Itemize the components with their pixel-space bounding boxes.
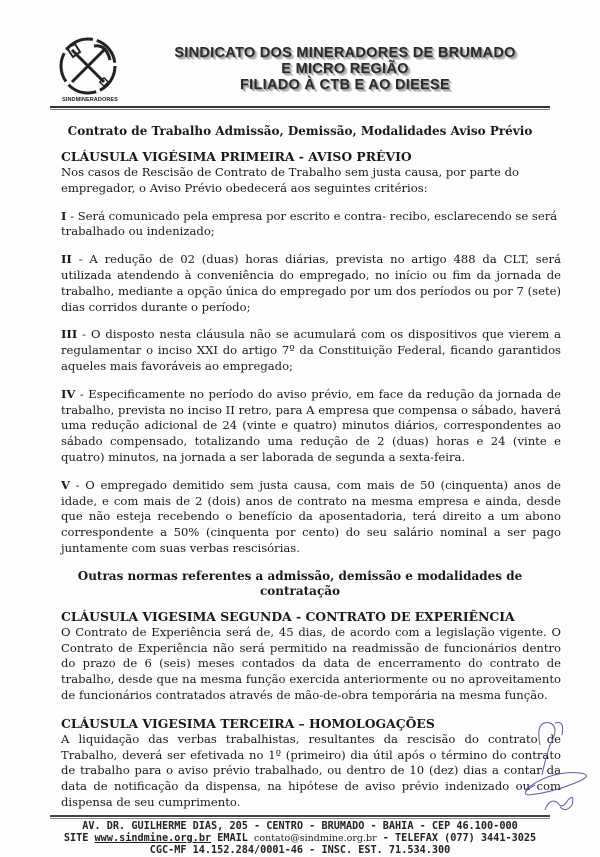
header-title-line1: SINDICATO DOS MINERADORES DE BRUMADO <box>174 45 516 61</box>
item-text: O disposto nesta cláusula não se acumulará com os dispositivos que vierem a regulamentar o inciso XXI do artigo 7º da Constituição Federal, ficando garantidos aqueles mais favoráveis ao empregado; <box>61 327 562 373</box>
union-logo-icon <box>58 36 118 96</box>
footer-registry: CGC-MF 14.152.284/0001-46 - INSC. EST. 71.534.300 <box>149 844 451 856</box>
clause21-item-5: V - O empregado demitido sem justa causa, com mais de 50 (cinquenta) anos de idade, e com mais de 2 (dois) anos de contrato na mesma empresa e ainda, desde que não esteja recebendo o benefício da aposentadoria, terá direito a um abono correspondente a 50% (cinquenta por cento) do seu salário nominal a ser pago juntamente com suas verbas rescisórias. <box>61 477 561 555</box>
footer-divider <box>50 815 550 817</box>
document-body <box>0 112 600 811</box>
logo-caption: SINDMINERADORES <box>62 97 118 103</box>
clause22-text: O Contrato de Experiência será de, 45 dias, de acordo com a legislação vigente. O Contrato de Experiência não será permitido na readmissão de funcionários dentro do prazo de 6 (seis) meses contados da data de encerramento do contrato de trabalho, desde que na mesma função exercida anteriormente ou no aproveitamento de funcionários contratados através de mão-de-obra temporária na mesma função. <box>61 624 561 702</box>
item-number: V <box>61 477 70 492</box>
footer-address: AV. DR. GUILHERME DIAS, 205 - CENTRO - BRUMADO - BAHIA - CEP 46.100-000 <box>82 820 518 832</box>
item-number: III <box>61 327 78 342</box>
item-number: I <box>61 208 67 223</box>
header-title-line2: E MICRO REGIÃO <box>281 61 409 77</box>
header-title-line3: FILIADO À CTB E AO DIEESE <box>240 77 450 93</box>
email-label: EMAIL <box>217 832 248 844</box>
signature-icon <box>520 715 600 815</box>
clause23-text: A liquidação das verbas trabalhistas, resultantes da rescisão do contrato de Trabalho, deverá ser efetivada no 1º (primeiro) dia útil após o término do contrato de trabalho para o aviso prévio trabalhado, ou dentro de 10 (dez) dias a contar da data de notificação da dispensa, na hipótese de aviso prévio indenizado ou com dispensa de seu cumprimento. <box>61 731 561 809</box>
site-label: SITE <box>63 832 89 844</box>
clause22-title: CLÁUSULA VIGESIMA SEGUNDA - CONTRATO DE EXPERIÊNCIA <box>61 608 515 624</box>
clause21-item-3: III - O disposto nesta cláusula não se acumulará com os dispositivos que vierem a regulamentar o inciso XXI do artigo 7º da Constituição Federal, ficando garantidos aqueles mais favoráveis ao empregado; <box>61 327 562 373</box>
clause23-title: CLÁUSULA VIGESIMA TERCEIRA – HOMOLOGAÇÕES <box>61 715 435 731</box>
footer <box>0 815 600 857</box>
clause21-intro: Nos casos de Rescisão de Contrato de Trabalho sem justa causa, por parte do empregador, o Aviso Prévio obedecerá aos seguintes critérios: <box>61 165 519 195</box>
site-link[interactable]: www.sindmine.org.br <box>94 832 212 844</box>
item-text: O empregado demitido sem justa causa, com mais de 50 (cinquenta) anos de idade, e com mais de 2 (dois) anos de contrato na mesma empresa e ainda, desde que não esteja recebendo o benefício da aposentadoria, terá direito a um abono correspondente a 50% (cinquenta por cento) do seu salário nominal a ser pago juntamente com suas verbas rescisórias. <box>61 477 561 555</box>
email-address[interactable]: contato@sindmine.org.br <box>254 832 377 844</box>
document-title: Contrato de Trabalho Admissão, Demissão, Modalidades Aviso Prévio <box>67 124 533 138</box>
clause21-item-1: I - Será comunicado pela empresa por escrito e contra- recibo, esclarecendo se será trabalhado ou indenizado; <box>61 208 558 239</box>
item-text: Especificamente no período do aviso prévio, em face da redução da jornada de trabalho, prevista no inciso II retro, para A empresa que compensa o sábado, haverá uma redução adicional de 24 (vinte e quatro) minutos diários, correspondentes ao sábado compensado, totalizando uma redução de 2 (duas) horas e 24 (vinte e quatro) minutos, na jornada a ser laborada de segunda a sexta-feira. <box>61 386 561 464</box>
header-divider <box>50 106 550 108</box>
section-title: Outras normas referentes a admissão, demissão e modalidades de contratação <box>77 568 523 598</box>
clause21-item-4: IV - Especificamente no período do aviso prévio, em face da redução da jornada de trabalho, prevista no inciso II retro, para A empresa que compensa o sábado, haverá uma redução adicional de 24 (vinte e quatro) minutos diários, correspondentes ao sábado compensado, totalizando uma redução de 2 (duas) horas e 24 (vinte e quatro) minutos, na jornada a ser laborada de segunda a sexta-feira. <box>61 386 561 464</box>
item-text: A redução de 02 (duas) horas diárias, prevista no artigo 488 da CLT, será utilizada atendendo à conveniência do empregado, no início ou fim da jornada de trabalho, mediante a opção única do empregado por um dos períodos ou por 7 (sete) dias corridos durante o período; <box>61 252 561 314</box>
footer-divider-thin <box>50 818 550 819</box>
letterhead <box>0 0 600 112</box>
item-number: IV <box>61 386 76 401</box>
footer-contact <box>60 833 540 845</box>
phone: - TELEFAX (077) 3441-3025 <box>382 832 537 844</box>
clause21-title: CLÁUSULA VIGÉSIMA PRIMEIRA - AVISO PRÉVIO <box>61 149 412 164</box>
header-divider-thin <box>50 109 550 110</box>
item-text: Será comunicado pela empresa por escrito e contra- recibo, esclarecendo se será trabalhado ou indenizado; <box>61 208 558 239</box>
clause21-item-2: II - A redução de 02 (duas) horas diárias, prevista no artigo 488 da CLT, será utilizada atendendo à conveniência do empregado, no início ou fim da jornada de trabalho, mediante a opção única do empregado por um dos períodos ou por 7 (sete) dias corridos durante o período; <box>61 252 561 314</box>
item-number: II <box>61 252 72 267</box>
